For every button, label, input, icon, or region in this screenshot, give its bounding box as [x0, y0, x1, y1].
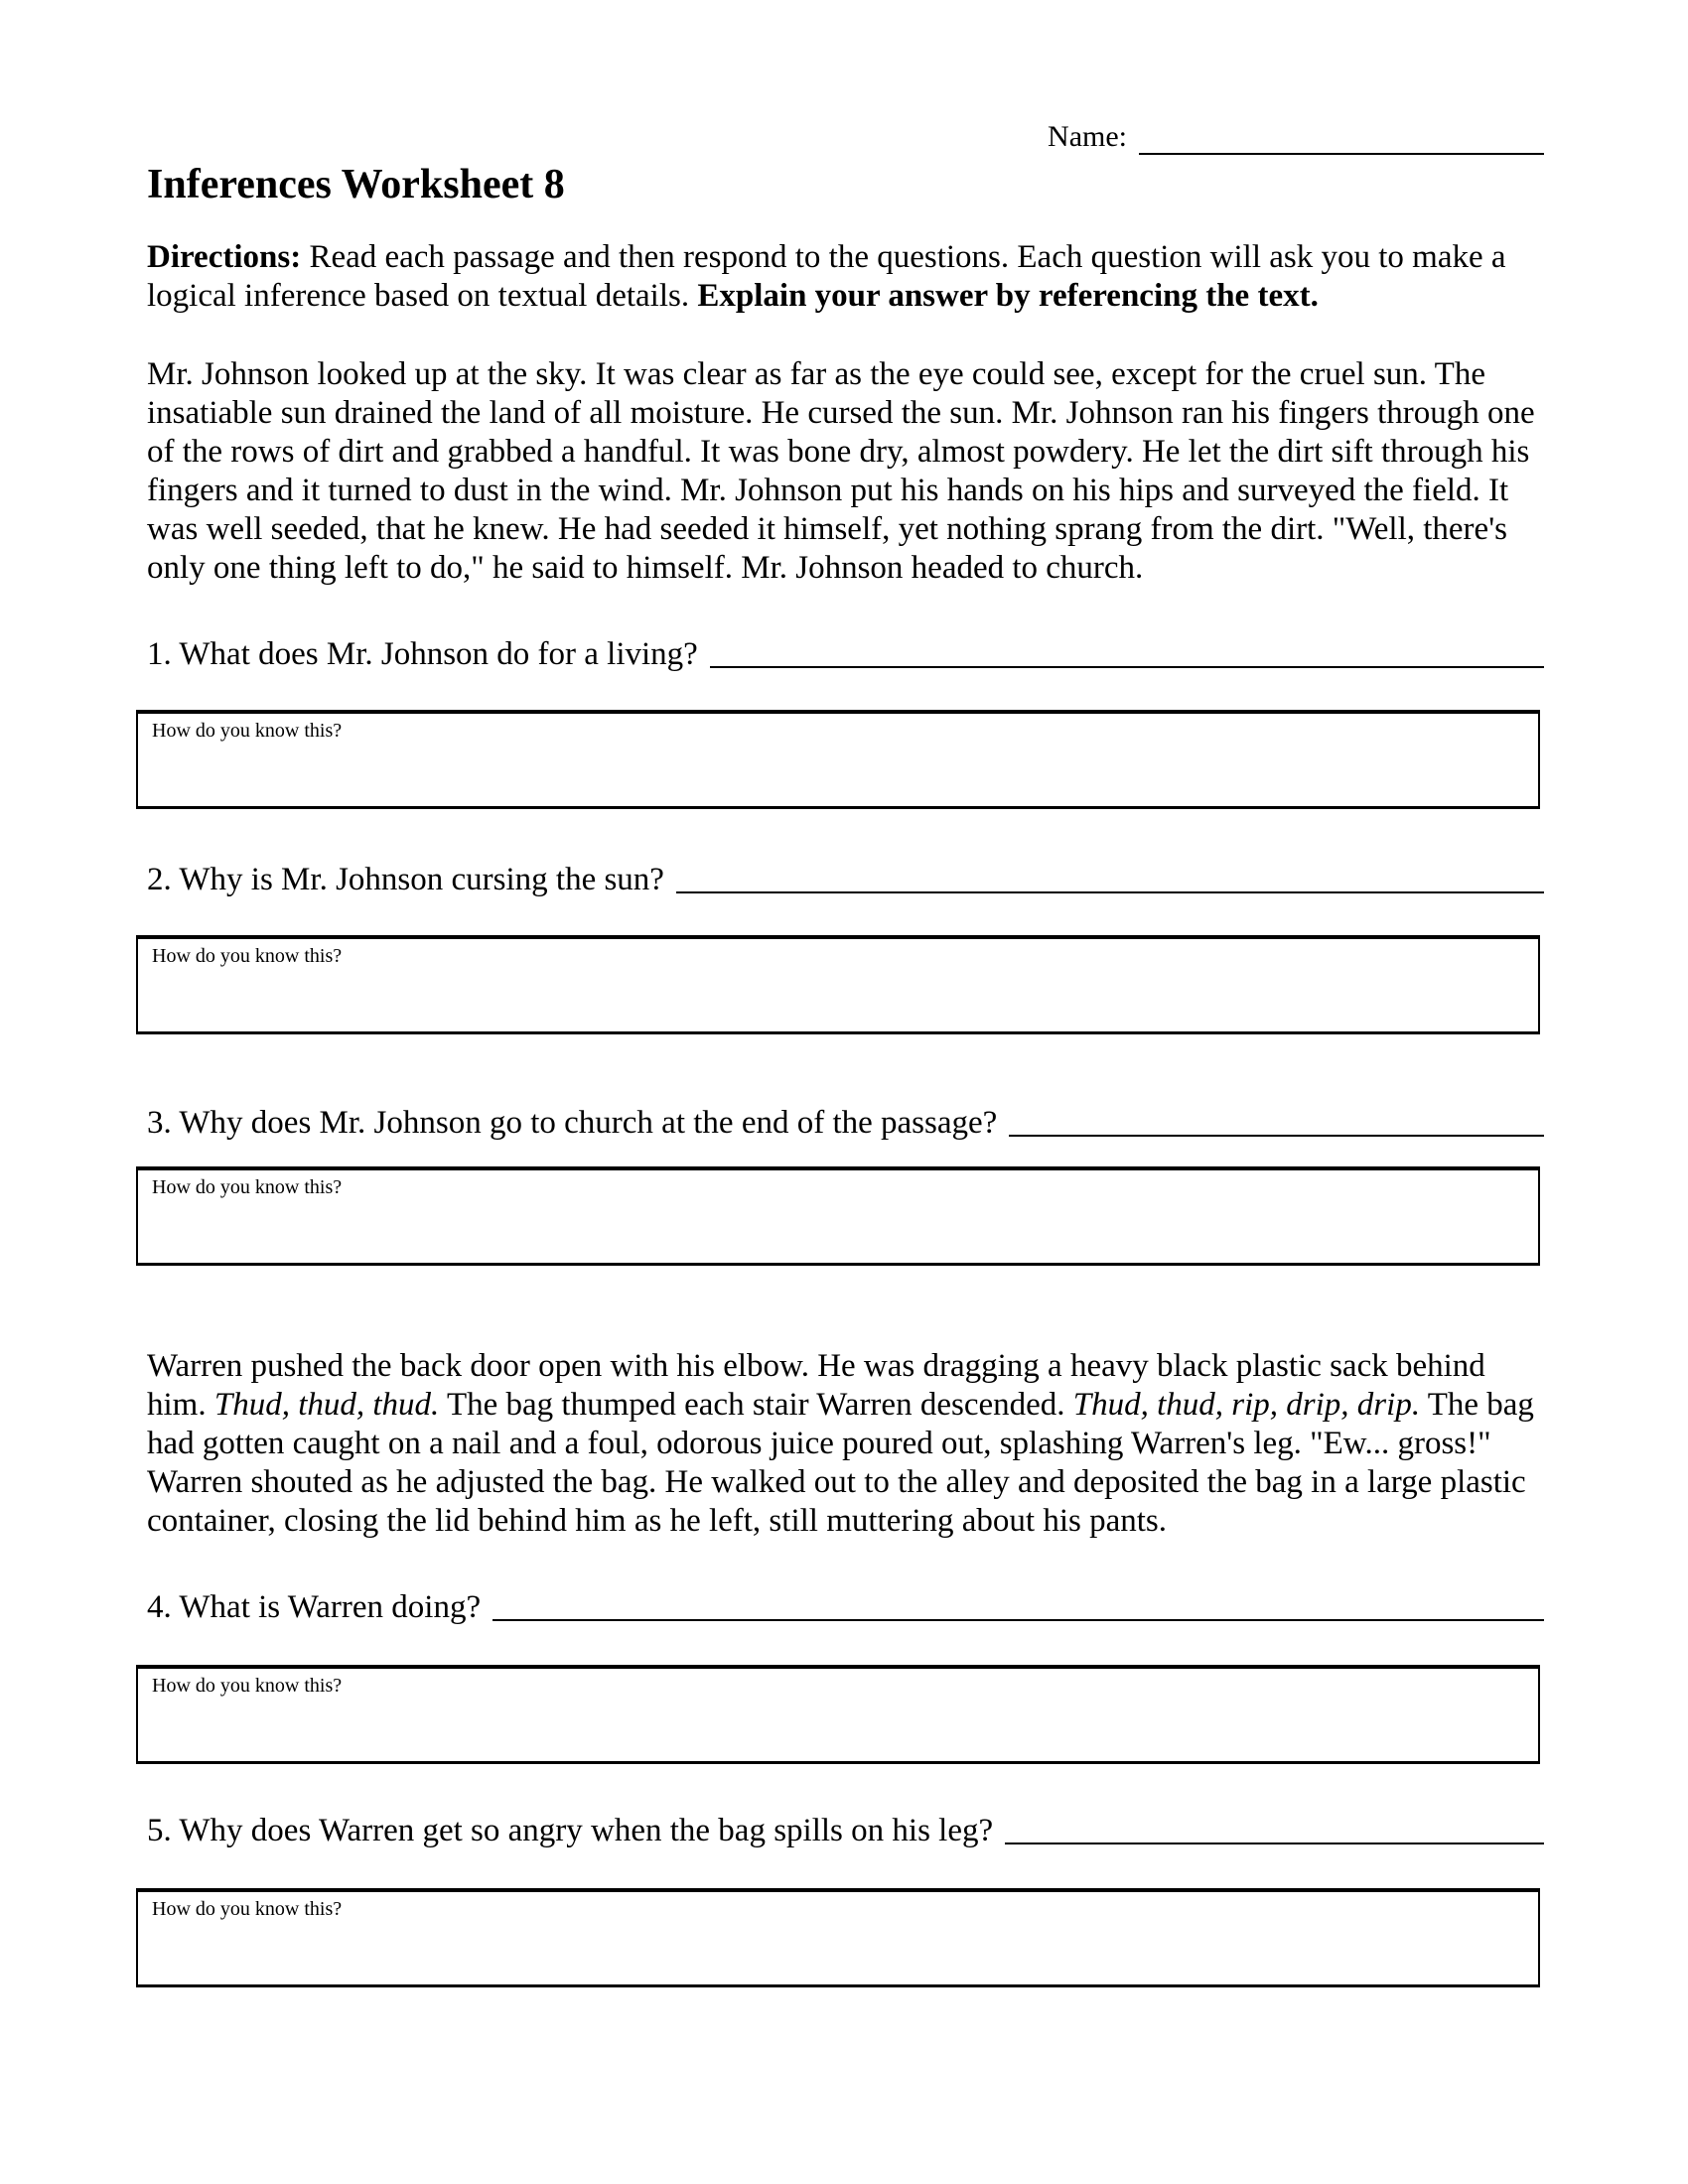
question-4 — [147, 1588, 1544, 1627]
answer-box-1-label: How do you know this? — [152, 720, 343, 742]
question-1 — [147, 635, 1544, 674]
answer-box-1[interactable] — [136, 710, 1540, 809]
passage-2: Warren pushed the back door open with his elbow. He was dragging a heavy black plastic sack behind him. Thud, thud, thud. The bag thumped each stair Warren descended. Thud, thud, rip, drip, drip. The bag had gotten caught on a nail and a foul, odorous juice poured out, splashing Warren's leg. "Ew... gross!" Warren shouted as he adjusted the bag. He walked out to the alley and deposited the bag in a large plastic container, closing the lid behind him as he left, still muttering about his pants. — [147, 1348, 1534, 1539]
page-title: Inferences Worksheet 8 — [147, 162, 565, 207]
answer-box-4-label: How do you know this? — [152, 1675, 343, 1697]
answer-box-4[interactable] — [136, 1665, 1540, 1764]
answer-line-4[interactable] — [492, 1619, 1544, 1621]
directions-emphasis: Explain your answer by referencing the text. — [697, 278, 1319, 314]
name-input-line[interactable] — [1139, 123, 1544, 155]
question-5 — [147, 1812, 1544, 1850]
name-row — [147, 117, 1544, 155]
answer-box-2-label: How do you know this? — [152, 945, 343, 967]
question-4-label: 4. What is Warren doing? — [147, 1589, 482, 1625]
answer-line-5[interactable] — [1005, 1843, 1544, 1844]
question-3 — [147, 1104, 1544, 1143]
question-1-label: 1. What does Mr. Johnson do for a living? — [147, 636, 698, 672]
directions — [147, 238, 1544, 316]
question-2-label: 2. Why is Mr. Johnson cursing the sun? — [147, 862, 664, 897]
question-5-label: 5. Why does Warren get so angry when the bag spills on his leg? — [147, 1813, 994, 1848]
answer-box-5-label: How do you know this? — [152, 1898, 343, 1920]
question-2 — [147, 861, 1544, 899]
question-3-label: 3. Why does Mr. Johnson go to church at the end of the passage? — [147, 1105, 998, 1141]
answer-line-3[interactable] — [1009, 1135, 1544, 1137]
directions-body: Read each passage and then respond to the questions. Each question will ask you to make a logical inference based on textual details. — [147, 239, 1506, 314]
answer-line-1[interactable] — [710, 666, 1544, 668]
answer-box-3[interactable] — [136, 1166, 1540, 1266]
answer-box-3-label: How do you know this? — [152, 1176, 343, 1198]
directions-label: Directions: — [147, 239, 302, 275]
answer-line-2[interactable] — [676, 891, 1544, 893]
passage-1: Mr. Johnson looked up at the sky. It was clear as far as the eye could see, except for the cruel sun. The insatiable sun drained the land of all moisture. He cursed the sun. Mr. Johnson ran his fingers through one of the rows of dirt and grabbed a handful. It was bone dry, almost powdery. He let the dirt sift through his fingers and it turned to dust in the wind. Mr. Johnson put his hands on his hips and surveyed the field. It was well seeded, that he knew. He had seeded it himself, yet nothing sprang from the dirt. "Well, there's only one thing left to do," he said to himself. Mr. Johnson headed to church. — [147, 356, 1535, 586]
answer-box-5[interactable] — [136, 1888, 1540, 1987]
answer-box-2[interactable] — [136, 935, 1540, 1034]
name-label: Name: — [1048, 120, 1127, 153]
